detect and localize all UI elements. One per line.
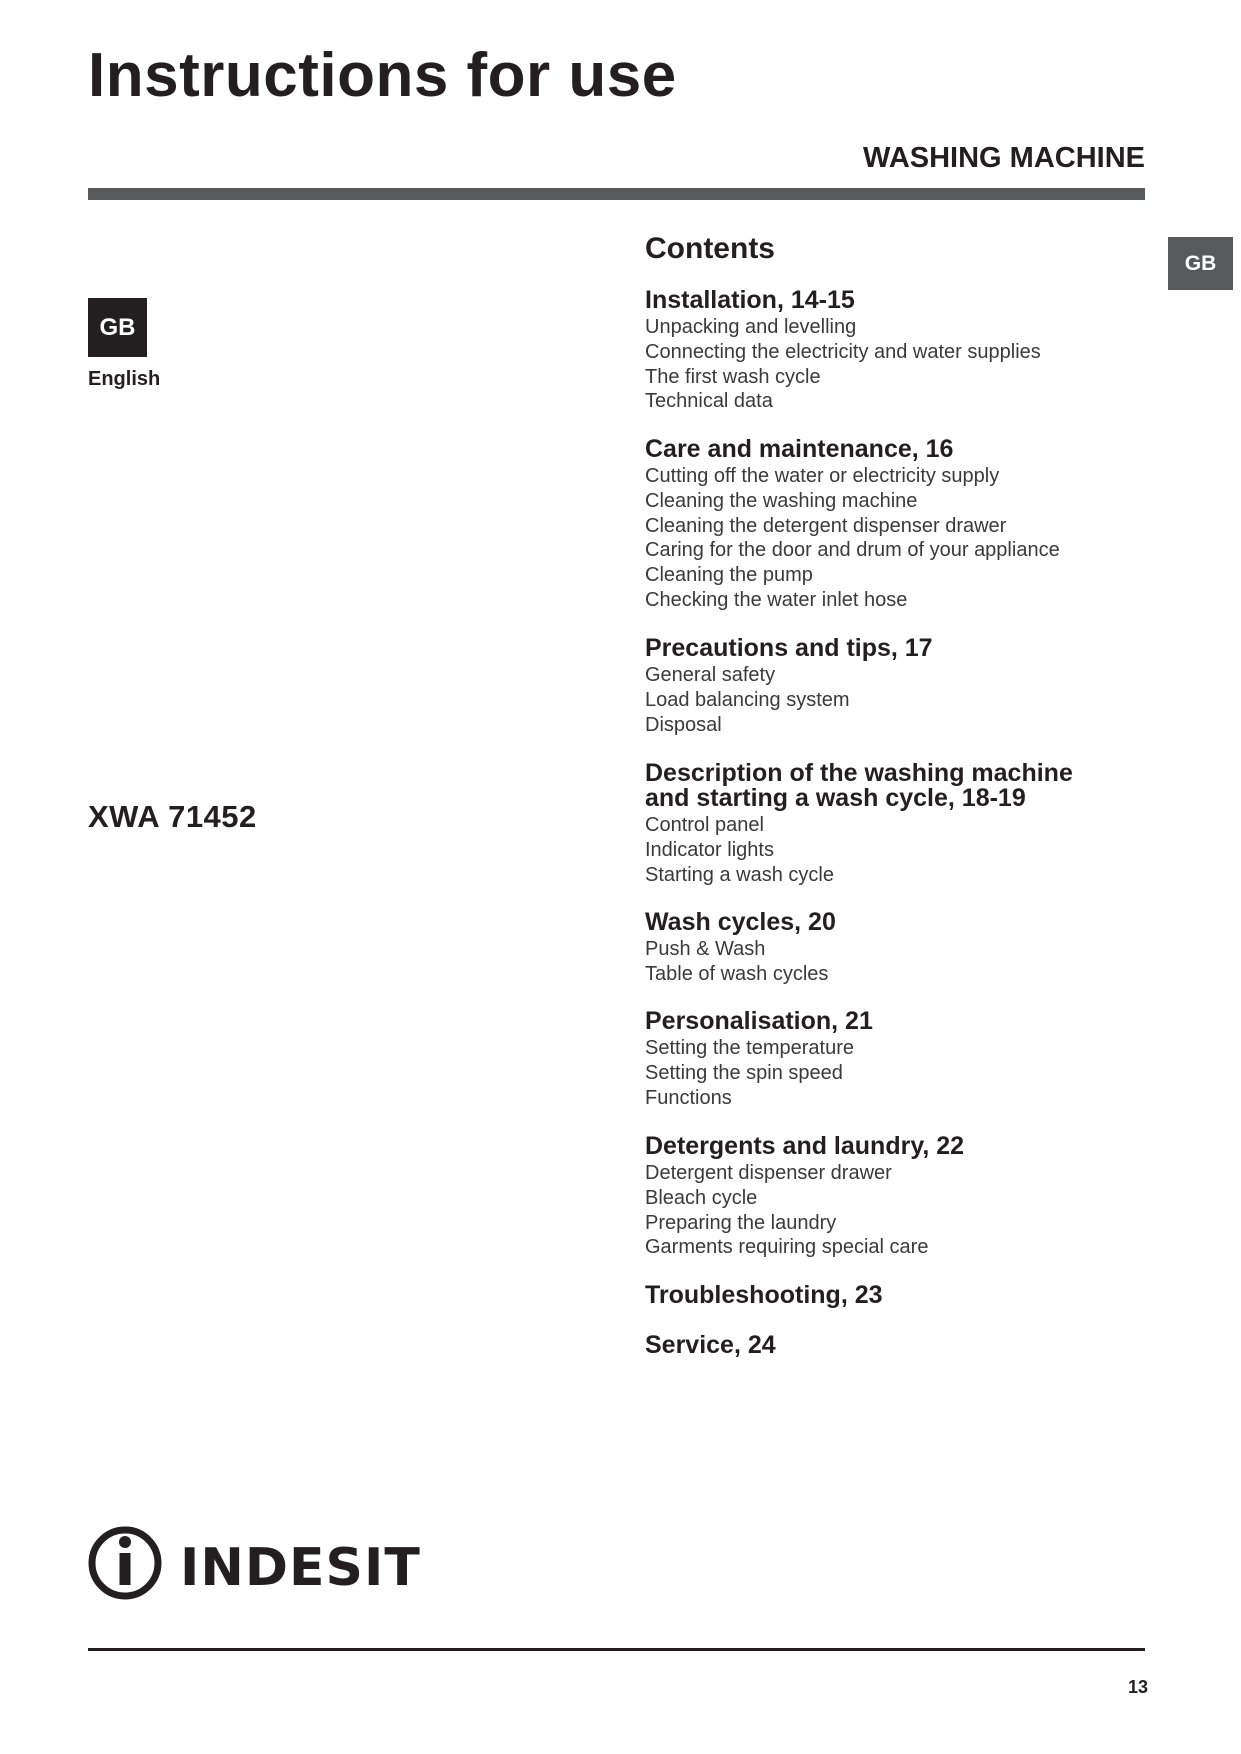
contents-section bbox=[645, 1134, 1115, 1260]
section-item: Push & Wash bbox=[645, 938, 766, 960]
section-item: General safety bbox=[645, 664, 776, 686]
top-divider bbox=[88, 188, 1145, 200]
section-item: Setting the spin speed bbox=[645, 1061, 843, 1084]
contents-section bbox=[645, 1283, 1115, 1308]
product-type: WASHING MACHINE bbox=[863, 142, 1145, 174]
section-item: Control panel bbox=[645, 814, 764, 836]
section-item: Connecting the electricity and water supplies bbox=[645, 340, 1041, 363]
section-title: Description of the washing machine bbox=[645, 759, 1073, 787]
section-item: Cleaning the detergent dispenser drawer bbox=[645, 514, 1007, 537]
section-item: Unpacking and levelling bbox=[645, 316, 857, 338]
contents-section bbox=[645, 437, 1115, 613]
section-item: Checking the water inlet hose bbox=[645, 588, 908, 611]
section-item: Starting a wash cycle bbox=[645, 863, 834, 886]
section-item: The first wash cycle bbox=[645, 365, 821, 388]
section-item: Bleach cycle bbox=[645, 1186, 758, 1209]
section-title: Troubleshooting, 23 bbox=[645, 1281, 883, 1309]
section-title: and starting a wash cycle, 18-19 bbox=[645, 784, 1026, 812]
section-item: Setting the temperature bbox=[645, 1037, 855, 1059]
section-item: Caring for the door and drum of your appliance bbox=[645, 539, 1060, 562]
section-item: Technical data bbox=[645, 390, 773, 413]
language-code-badge: GB bbox=[88, 298, 147, 357]
section-item: Functions bbox=[645, 1086, 732, 1109]
section-item: Detergent dispenser drawer bbox=[645, 1162, 892, 1184]
section-item: Garments requiring special care bbox=[645, 1236, 929, 1259]
section-item: Indicator lights bbox=[645, 838, 774, 861]
contents-section bbox=[645, 1009, 1115, 1110]
svg-text:INDESIT: INDESIT bbox=[180, 1538, 421, 1598]
contents-section bbox=[645, 1333, 1115, 1358]
section-item: Load balancing system bbox=[645, 688, 850, 711]
section-item: Cutting off the water or electricity supply bbox=[645, 465, 1000, 487]
language-side-tab: GB bbox=[1168, 237, 1233, 290]
section-item: Preparing the laundry bbox=[645, 1211, 837, 1234]
indesit-i-logo-icon bbox=[88, 1523, 421, 1603]
contents-section bbox=[645, 761, 1115, 887]
section-title: Precautions and tips, 17 bbox=[645, 634, 933, 662]
section-title: Wash cycles, 20 bbox=[645, 908, 836, 936]
section-item: Cleaning the pump bbox=[645, 564, 813, 587]
section-title: Installation, 14-15 bbox=[645, 286, 855, 314]
section-title: Service, 24 bbox=[645, 1331, 776, 1359]
section-title: Detergents and laundry, 22 bbox=[645, 1132, 965, 1160]
section-item: Cleaning the washing machine bbox=[645, 489, 918, 512]
contents-heading: Contents bbox=[645, 232, 775, 265]
model-number: XWA 71452 bbox=[88, 799, 257, 834]
section-item: Disposal bbox=[645, 713, 722, 736]
section-item: Table of wash cycles bbox=[645, 962, 829, 985]
section-title: Care and maintenance, 16 bbox=[645, 435, 954, 463]
page-title: Instructions for use bbox=[88, 41, 677, 110]
page-number: 13 bbox=[1128, 1677, 1149, 1697]
contents-section bbox=[645, 910, 1115, 987]
contents-section bbox=[645, 636, 1115, 737]
language-name: English bbox=[88, 368, 161, 390]
section-title: Personalisation, 21 bbox=[645, 1007, 873, 1035]
bottom-divider bbox=[88, 1648, 1145, 1651]
contents-section bbox=[645, 288, 1115, 414]
indesit-logo bbox=[88, 1523, 421, 1603]
